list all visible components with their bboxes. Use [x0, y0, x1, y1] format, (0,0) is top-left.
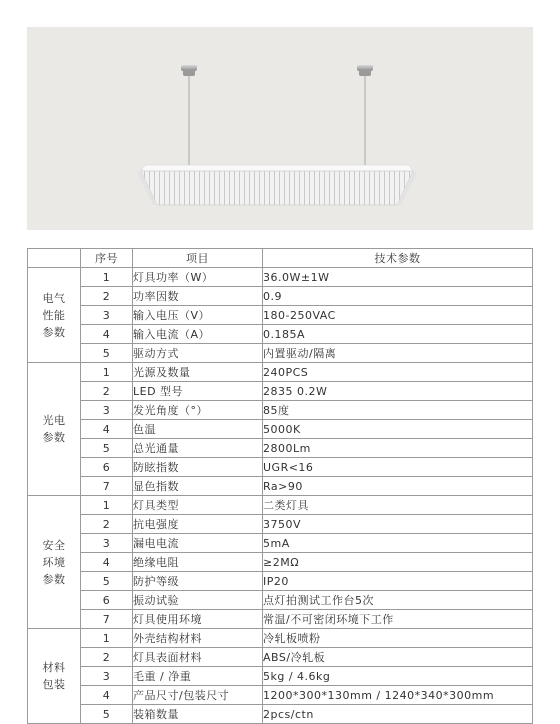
- group-label: [28, 363, 81, 496]
- row-index: 3: [81, 401, 133, 420]
- row-index: 2: [81, 515, 133, 534]
- row-item: 漏电电流: [133, 534, 263, 553]
- row-value: 180-250VAC: [263, 306, 533, 325]
- row-value: Ra>90: [263, 477, 533, 496]
- table-row: [28, 344, 533, 363]
- group-label-line: 包装: [42, 678, 66, 691]
- table-row: [28, 629, 533, 648]
- table-row: [28, 439, 533, 458]
- row-value: 5mA: [263, 534, 533, 553]
- row-index: 4: [81, 420, 133, 439]
- row-index: 3: [81, 534, 133, 553]
- row-value: IP20: [263, 572, 533, 591]
- row-item: 装箱数量: [133, 705, 263, 724]
- row-index: 3: [81, 667, 133, 686]
- table-row: [28, 534, 533, 553]
- row-value: 0.9: [263, 287, 533, 306]
- row-value: 2835 0.2W: [263, 382, 533, 401]
- row-item: 灯具类型: [133, 496, 263, 515]
- group-label-line: 参数: [42, 572, 66, 586]
- row-index: 1: [81, 363, 133, 382]
- row-item: 发光角度（°）: [133, 401, 263, 420]
- row-value: 36.0W±1W: [263, 268, 533, 287]
- row-index: 1: [81, 629, 133, 648]
- row-index: 1: [81, 268, 133, 287]
- header-item: 项目: [133, 249, 263, 268]
- row-index: 7: [81, 477, 133, 496]
- row-item: 毛重 / 净重: [133, 667, 263, 686]
- row-item: 显色指数: [133, 477, 263, 496]
- row-value: 5000K: [263, 420, 533, 439]
- table-row: [28, 515, 533, 534]
- row-index: 5: [81, 705, 133, 724]
- row-value: 5kg / 4.6kg: [263, 667, 533, 686]
- row-value: 内置驱动/隔离: [263, 344, 533, 363]
- table-row: [28, 268, 533, 287]
- row-value: UGR<16: [263, 458, 533, 477]
- row-value: 点灯拍测试工作台5次: [263, 591, 533, 610]
- table-row: [28, 382, 533, 401]
- row-index: 1: [81, 496, 133, 515]
- row-index: 2: [81, 382, 133, 401]
- row-index: 5: [81, 439, 133, 458]
- row-index: 3: [81, 306, 133, 325]
- group-label-line: 材料: [42, 661, 66, 674]
- table-row: [28, 705, 533, 724]
- row-item: 输入电压（V）: [133, 306, 263, 325]
- row-item: 产品尺寸/包装尺寸: [133, 686, 263, 705]
- table-row: [28, 477, 533, 496]
- table-row: [28, 591, 533, 610]
- header-group: [28, 249, 81, 268]
- table-row: [28, 363, 533, 382]
- row-index: 5: [81, 572, 133, 591]
- table-row: [28, 420, 533, 439]
- row-item: 振动试验: [133, 591, 263, 610]
- header-value: 技术参数: [263, 249, 533, 268]
- row-value: 0.185A: [263, 325, 533, 344]
- row-index: 2: [81, 287, 133, 306]
- row-item: 色温: [133, 420, 263, 439]
- row-item: 灯具功率（W）: [133, 268, 263, 287]
- table-row: [28, 306, 533, 325]
- product-photo: [27, 27, 533, 230]
- row-item: 输入电流（A）: [133, 325, 263, 344]
- group-label-line: 参数: [42, 431, 66, 444]
- group-label: [28, 496, 81, 629]
- row-item: 防护等级: [133, 572, 263, 591]
- group-label-line: 安全: [42, 538, 66, 552]
- table-row: [28, 553, 533, 572]
- row-item: 驱动方式: [133, 344, 263, 363]
- row-value: 常温/不可密闭环境下工作: [263, 610, 533, 629]
- group-label: [28, 268, 81, 363]
- table-row: [28, 325, 533, 344]
- table-row: [28, 496, 533, 515]
- group-label-line: 光电: [42, 414, 66, 427]
- row-value: 240PCS: [263, 363, 533, 382]
- row-value: 二类灯具: [263, 496, 533, 515]
- row-item: 灯具表面材料: [133, 648, 263, 667]
- row-item: 总光通量: [133, 439, 263, 458]
- group-label-line: 参数: [42, 325, 66, 339]
- row-value: 2800Lm: [263, 439, 533, 458]
- row-value: ≥2MΩ: [263, 553, 533, 572]
- row-value: 3750V: [263, 515, 533, 534]
- table-row: [28, 686, 533, 705]
- row-item: 灯具使用环境: [133, 610, 263, 629]
- pendant-lamp-image: [27, 27, 533, 230]
- row-item: 外壳结构材料: [133, 629, 263, 648]
- row-item: 光源及数量: [133, 363, 263, 382]
- row-item: 抗电强度: [133, 515, 263, 534]
- row-index: 4: [81, 553, 133, 572]
- row-item: 防眩指数: [133, 458, 263, 477]
- group-label-line: 性能: [42, 308, 66, 322]
- row-value: 2pcs/ctn: [263, 705, 533, 724]
- row-value: 1200*300*130mm / 1240*340*300mm: [263, 686, 533, 705]
- row-value: 冷轧板喷粉: [263, 629, 533, 648]
- row-index: 5: [81, 344, 133, 363]
- row-value: ABS/冷轧板: [263, 648, 533, 667]
- table-row: [28, 458, 533, 477]
- row-value: 85度: [263, 401, 533, 420]
- row-item: LED 型号: [133, 382, 263, 401]
- group-label-line: 电气: [42, 291, 66, 305]
- table-header-row: [28, 249, 533, 268]
- row-index: 6: [81, 458, 133, 477]
- group-label: [28, 629, 81, 724]
- table-row: [28, 401, 533, 420]
- group-label-line: 环境: [42, 555, 66, 569]
- row-index: 4: [81, 325, 133, 344]
- header-index: 序号: [81, 249, 133, 268]
- table-row: [28, 287, 533, 306]
- row-index: 2: [81, 648, 133, 667]
- table-row: [28, 610, 533, 629]
- table-row: [28, 648, 533, 667]
- row-index: 6: [81, 591, 133, 610]
- row-index: 7: [81, 610, 133, 629]
- table-row: [28, 667, 533, 686]
- row-item: 绝缘电阻: [133, 553, 263, 572]
- spec-table: [27, 248, 533, 724]
- row-index: 4: [81, 686, 133, 705]
- table-row: [28, 572, 533, 591]
- row-item: 功率因数: [133, 287, 263, 306]
